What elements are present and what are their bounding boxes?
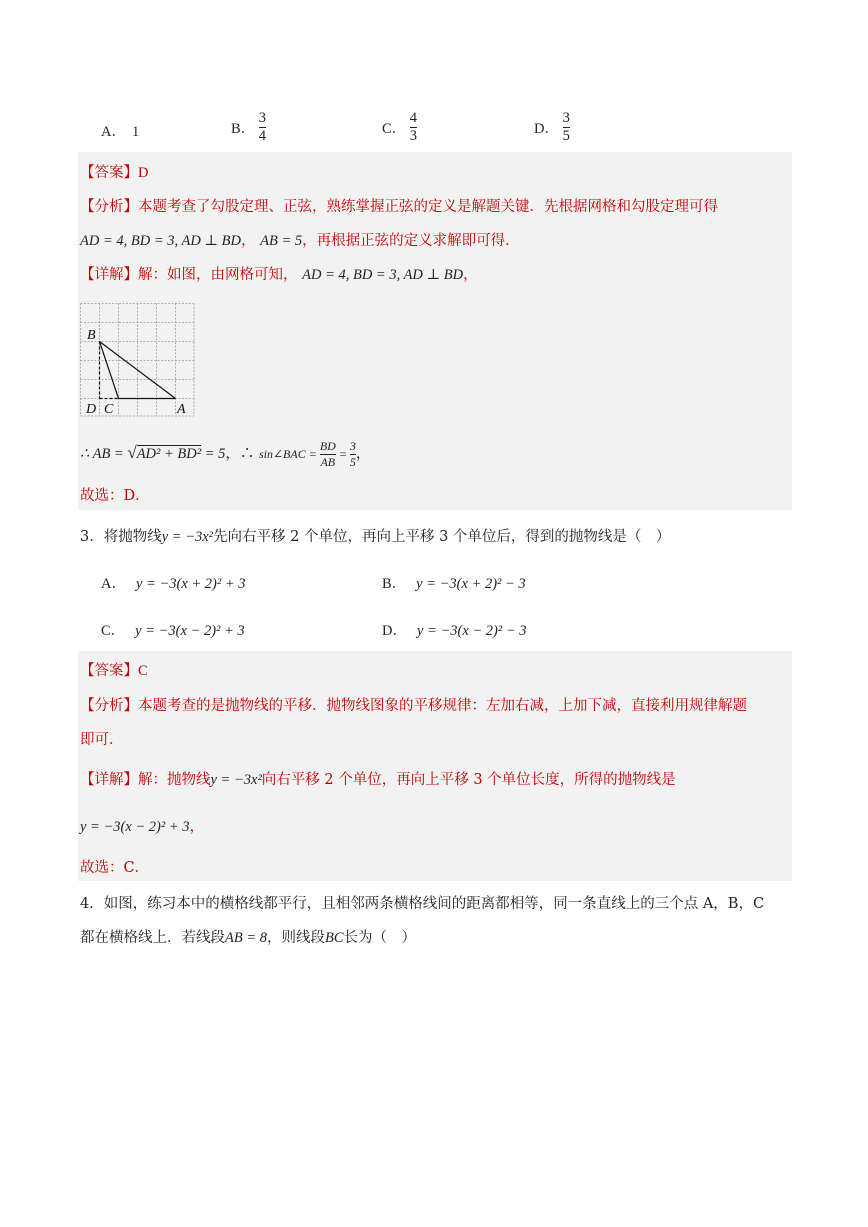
point-label-a: A <box>177 402 186 417</box>
option-b: B． y = −3(x + 2)² − 3 <box>382 576 526 592</box>
point-label-c: C <box>104 402 114 417</box>
choose-line: 故选：C． <box>80 860 150 876</box>
option-d: D． y = −3(x − 2)² − 3 <box>382 623 527 639</box>
question-3-stem: 3．将抛物线y = −3x²先向右平移 2 个单位，再向上平移 3 个单位后，得到的抛物线是（ ） <box>80 529 671 545</box>
fraction: $\frac{3}{4}$ <box>258 110 267 145</box>
result-line: ∴ AB = √AD² + BD² = 5，∴ sin∠BAC = $\frac{BD}{AB}$ = $\frac{3}{5}$ ， <box>80 439 371 469</box>
detail-line: 【详解】解：如图，由网格可知， AD = 4, BD = 3, AD ⊥ BD， <box>80 267 478 283</box>
option-a: A． 1 <box>101 124 140 140</box>
analysis-line: 【分析】本题考查的是抛物线的平移．抛物线图象的平移规律：左加右减，上加下减，直接利用规律解题 <box>80 698 747 714</box>
point-label-d: D <box>86 402 97 417</box>
option-d: D． $\frac{3}{5}$ <box>534 110 570 145</box>
option-c: C． y = −3(x − 2)² + 3 <box>101 623 245 639</box>
question-4-stem-2: 都在横格线上．若线段AB = 8，则线段BC长为（ ） <box>80 930 417 946</box>
analysis-line-2: AD = 4, BD = 3, AD ⊥ BD， AB = 5，再根据正弦的定义求解即可得． <box>80 233 520 249</box>
choose-line: 故选：D． <box>80 488 150 504</box>
fraction: $\frac{3}{5}$ <box>349 439 356 469</box>
detail-line: 【详解】解：抛物线y = −3x²向右平移 2 个单位，再向上平移 3 个单位长度，所得的抛物线是 <box>80 772 676 788</box>
grid-figure <box>80 303 196 417</box>
fraction: $\frac{3}{5}$ <box>562 110 570 145</box>
analysis-line-2: 即可． <box>80 732 124 748</box>
option-b: B． $\frac{3}{4}$ <box>231 110 267 145</box>
fraction: $\frac{BD}{AB}$ <box>319 439 336 469</box>
solution-block-q3 <box>78 651 792 881</box>
fraction: $\frac{4}{3}$ <box>409 110 418 145</box>
detail-result-line: y = −3(x − 2)² + 3， <box>80 819 205 835</box>
option-c: C． $\frac{4}{3}$ <box>382 110 418 145</box>
point-label-b: B <box>87 328 96 343</box>
answer-line: 【答案】D <box>80 165 149 181</box>
option-a: A． y = −3(x + 2)² + 3 <box>101 576 246 592</box>
answer-line: 【答案】C <box>80 663 148 679</box>
analysis-line: 【分析】本题考查了勾股定理、正弦，熟练掌握正弦的定义是解题关键．先根据网格和勾股定理可得 <box>80 199 718 215</box>
question-4-stem: 4．如图，练习本中的横格线都平行，且相邻两条横格线间的距离都相等，同一条直线上的三个点 A，B，C <box>80 896 765 912</box>
